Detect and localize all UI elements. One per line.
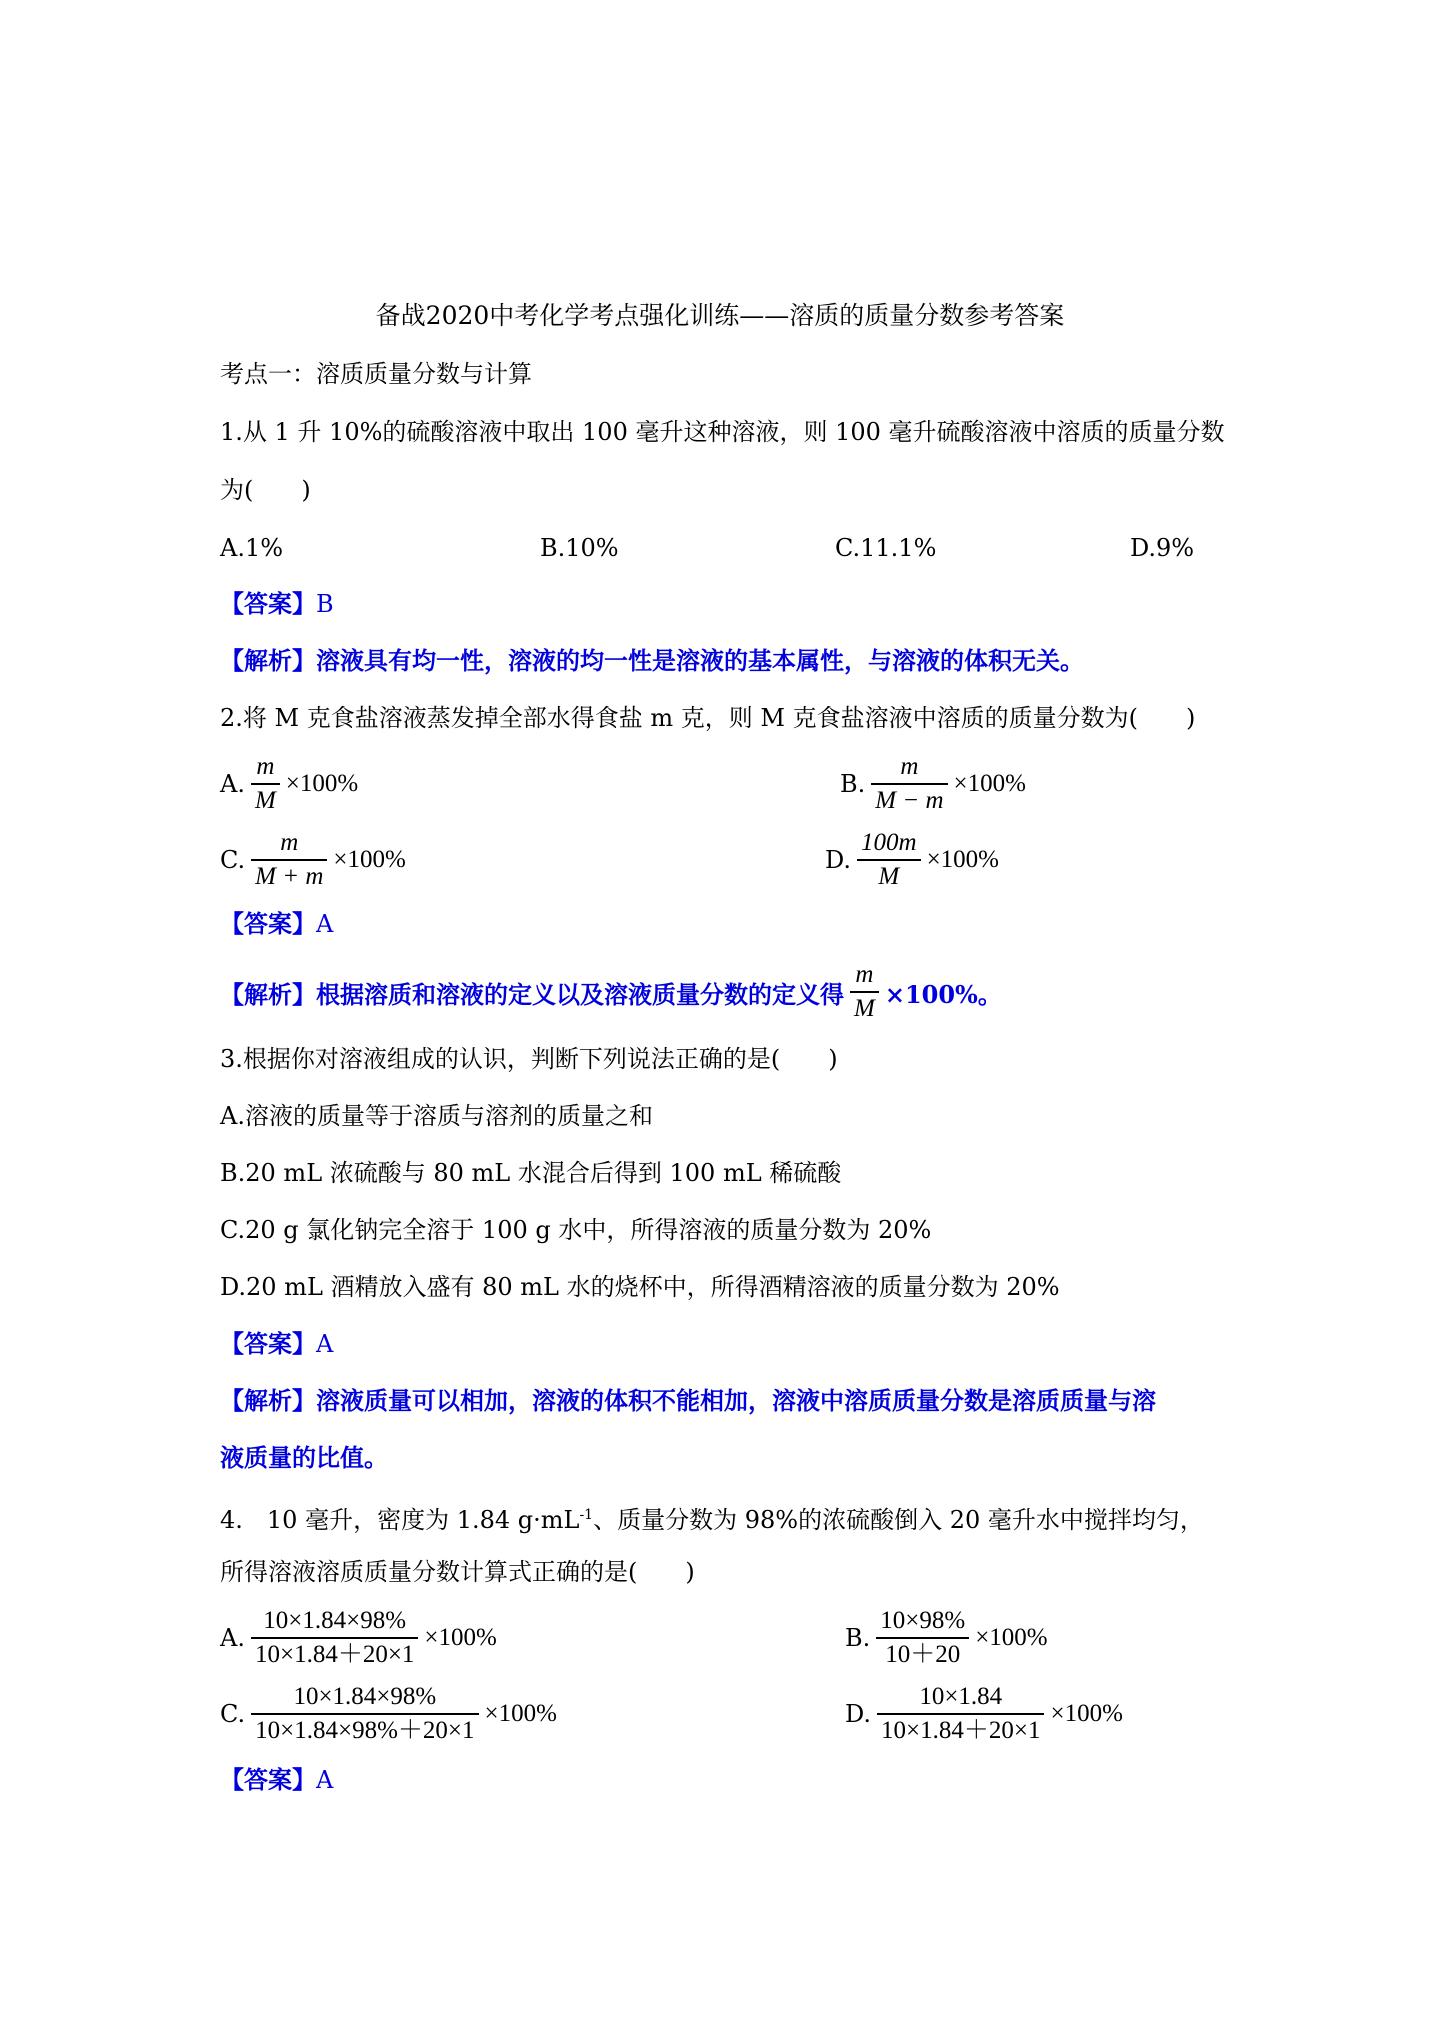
q4-option-d (845, 1674, 1123, 1754)
q1-option-c: C.11.1% (835, 534, 937, 562)
answer-tag: 【答案】 (220, 1765, 316, 1794)
answer-value: B (316, 590, 334, 618)
fraction (877, 1681, 1044, 1747)
q1-option-d: D.9% (1130, 534, 1195, 562)
stem-part: 、质量分数为 98%的浓硫酸倒入 20 毫升水中搅拌均匀， (593, 1506, 1204, 1534)
denominator: M − m (875, 787, 944, 814)
analysis-tag: 【解析】 (220, 1386, 316, 1415)
option-label: B. (840, 770, 866, 798)
q1-option-a: A.1% (220, 534, 284, 562)
fraction (251, 1605, 418, 1671)
option-suffix: ×100% (975, 1624, 1048, 1651)
fraction (251, 1681, 478, 1747)
answer-tag: 【答案】 (220, 1329, 316, 1358)
q3-analysis-line1 (220, 1385, 1156, 1417)
option-suffix: ×100% (424, 1624, 497, 1651)
fraction (857, 827, 921, 893)
numerator: m (256, 753, 275, 780)
q4-stem-line1 (220, 1499, 1204, 1536)
numerator: m (900, 753, 919, 780)
q4-option-c (220, 1674, 557, 1754)
option-suffix: ×100% (333, 846, 406, 873)
section-heading: 考点一：溶质质量分数与计算 (220, 360, 532, 388)
q3-option-b: B.20 mL 浓硫酸与 80 mL 水混合后得到 100 mL 稀硫酸 (220, 1159, 842, 1187)
fraction (251, 751, 280, 817)
denominator: M (254, 787, 276, 814)
denominator: M (854, 995, 875, 1022)
option-label: B. (845, 1624, 871, 1652)
analysis-text: 根据溶质和溶液的定义以及溶液质量分数的定义得 (316, 979, 844, 1009)
analysis-suffix: ×100%。 (884, 979, 1002, 1009)
q4-answer (220, 1764, 333, 1796)
option-suffix: ×100% (926, 846, 1000, 873)
q2-option-b (840, 744, 1026, 824)
numerator: 10×1.84×98% (263, 1607, 407, 1634)
option-suffix: ×100% (1050, 1700, 1123, 1727)
denominator: M (878, 863, 900, 890)
answer-value: A (316, 1766, 334, 1794)
q3-option-c: C.20 g 氯化钠完全溶于 100 g 水中，所得溶液的质量分数为 20% (220, 1216, 932, 1244)
denominator: 10×1.84＋20×1 (254, 1641, 415, 1668)
q2-analysis (220, 952, 1002, 1032)
q3-option-a: A.溶液的质量等于溶质与溶剂的质量之和 (220, 1102, 653, 1130)
answer-value: A (316, 910, 334, 938)
option-label: A. (220, 770, 245, 798)
q1-option-b: B.10% (540, 534, 619, 562)
option-label: A. (220, 1624, 245, 1652)
denominator: 10×1.84＋20×1 (881, 1717, 1041, 1744)
analysis-tag: 【解析】 (220, 979, 316, 1009)
fraction (251, 827, 327, 893)
denominator: 10＋20 (885, 1641, 961, 1668)
numerator: 10×1.84×98% (293, 1683, 437, 1710)
option-label: C. (220, 1700, 246, 1728)
q1-answer (220, 588, 334, 620)
denominator: M + m (255, 863, 324, 890)
q4-option-a (220, 1598, 497, 1678)
q2-option-c (220, 820, 406, 900)
answer-tag: 【答案】 (220, 909, 316, 938)
stem-part: 4. 10 毫升，密度为 1.84 g·mL (220, 1506, 580, 1534)
q3-option-d: D.20 mL 酒精放入盛有 80 mL 水的烧杯中，所得酒精溶液的质量分数为 20% (220, 1273, 1060, 1301)
analysis-text: 溶液质量可以相加，溶液的体积不能相加，溶液中溶质质量分数是溶质质量与溶 (316, 1386, 1156, 1415)
analysis-text: 溶液具有均一性，溶液的均一性是溶液的基本属性，与溶液的体积无关。 (316, 646, 1084, 675)
numerator: 100m (861, 829, 917, 856)
q4-stem-line2: 所得溶液溶质质量分数计算式正确的是( ) (220, 1558, 695, 1586)
option-label: D. (845, 1700, 872, 1728)
q3-analysis-line2: 液质量的比值。 (220, 1443, 388, 1472)
q4-option-b (845, 1598, 1048, 1678)
q2-answer (220, 908, 333, 940)
q2-option-d (825, 820, 999, 900)
q3-stem: 3.根据你对溶液组成的认识，判断下列说法正确的是( ) (220, 1045, 838, 1073)
numerator: 10×98% (880, 1607, 966, 1634)
option-label: C. (220, 846, 246, 874)
q1-stem-line1: 1.从 1 升 10%的硫酸溶液中取出 100 毫升这种溶液，则 100 毫升硫酸溶液中溶质的质量分数 (220, 418, 1225, 446)
q1-analysis (220, 645, 1084, 677)
fraction (871, 751, 947, 817)
analysis-fraction (850, 959, 879, 1025)
option-suffix: ×100% (484, 1700, 557, 1727)
numerator: m (855, 961, 874, 988)
option-label: D. (825, 846, 852, 874)
exponent: -1 (579, 1507, 594, 1523)
q1-stem-line2: 为( ) (220, 476, 311, 504)
q2-option-a (220, 744, 358, 824)
denominator: 10×1.84×98%＋20×1 (255, 1717, 475, 1744)
q3-answer (220, 1328, 333, 1360)
q2-stem: 2.将 M 克食盐溶液蒸发掉全部水得食盐 m 克，则 M 克食盐溶液中溶质的质量分数为( ) (220, 704, 1196, 732)
answer-tag: 【答案】 (220, 589, 316, 618)
answer-value: A (316, 1330, 334, 1358)
analysis-tag: 【解析】 (220, 646, 316, 675)
fraction (876, 1605, 969, 1671)
numerator: 10×1.84 (919, 1683, 1003, 1710)
option-suffix: ×100% (285, 770, 359, 797)
numerator: m (280, 829, 299, 856)
page-title: 备战2020中考化学考点强化训练——溶质的质量分数参考答案 (375, 301, 1065, 330)
option-suffix: ×100% (953, 770, 1026, 797)
